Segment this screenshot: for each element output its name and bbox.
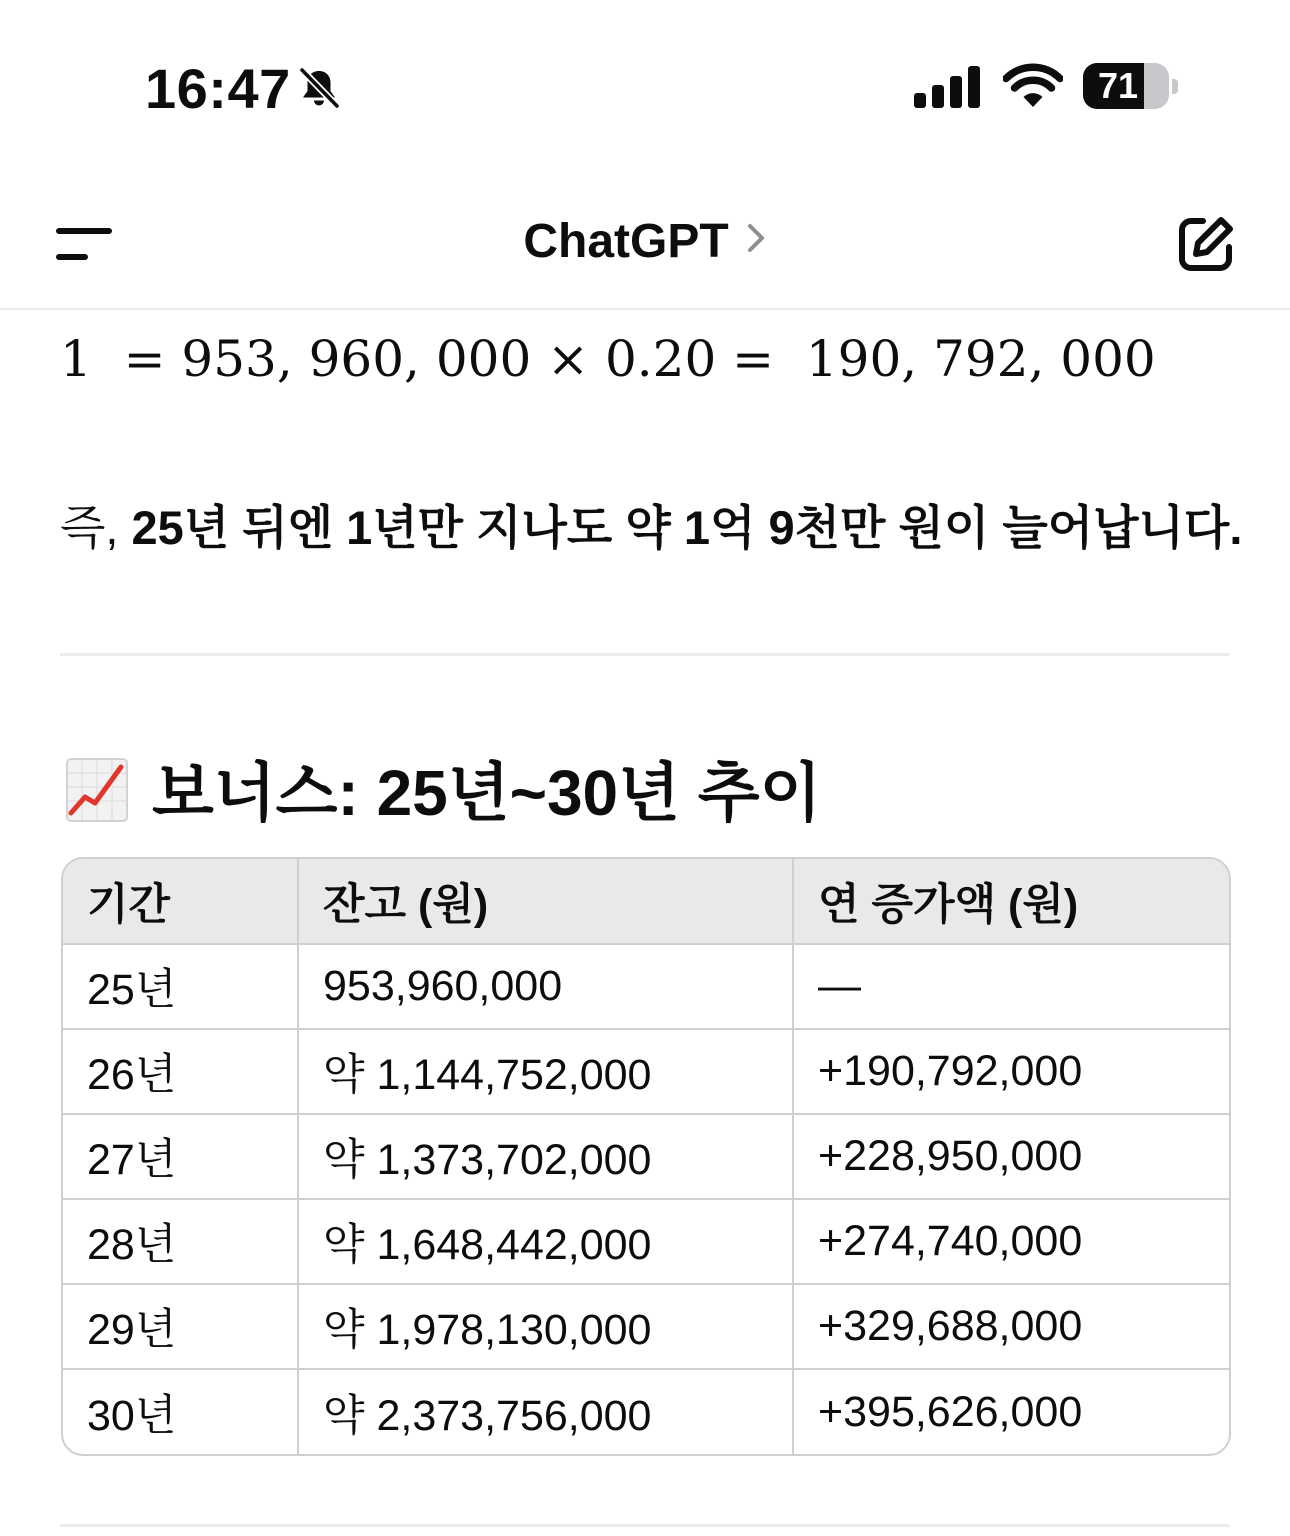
balance-table xyxy=(61,857,1231,1456)
cellular-signal-icon xyxy=(914,66,982,108)
table-row xyxy=(63,944,1229,1029)
table-row xyxy=(63,1284,1229,1369)
status-bar xyxy=(0,0,1290,170)
section-heading xyxy=(66,742,821,834)
table-cell: +274,740,000 xyxy=(793,1199,1229,1284)
table-cell: 25년 xyxy=(63,944,298,1029)
battery-cap xyxy=(1172,79,1178,94)
chart-increasing-emoji-icon xyxy=(66,753,128,823)
model-selector[interactable] xyxy=(0,214,1290,269)
summary-bold-text: 25년 뒤엔 1년만 지나도 약 1억 9천만 원이 늘어납니다. xyxy=(131,501,1243,554)
table-row xyxy=(63,1369,1229,1454)
divider xyxy=(60,1524,1230,1527)
table-cell: +228,950,000 xyxy=(793,1114,1229,1199)
table-header-cell: 연 증가액 (원) xyxy=(793,859,1229,944)
table-cell: 약 1,648,442,000 xyxy=(298,1199,793,1284)
table-cell: +190,792,000 xyxy=(793,1029,1229,1114)
table-cell: 28년 xyxy=(63,1199,298,1284)
nav-title[interactable]: ChatGPT xyxy=(523,215,729,268)
divider xyxy=(60,653,1230,656)
battery-body xyxy=(1083,63,1169,109)
table-cell: — xyxy=(793,944,1229,1029)
table-header-row xyxy=(63,859,1229,944)
table-cell: 30년 xyxy=(63,1369,298,1454)
table-cell: 29년 xyxy=(63,1284,298,1369)
table-row xyxy=(63,1029,1229,1114)
table-cell: +395,626,000 xyxy=(818,1387,1083,1436)
battery-icon xyxy=(1083,63,1179,111)
bell-slash-icon xyxy=(297,66,341,110)
section-heading-text: 보너스: 25년~30년 추이 xyxy=(152,757,822,829)
table-header-cell: 잔고 (원) xyxy=(298,859,793,944)
table-cell: +329,688,000 xyxy=(793,1284,1229,1369)
status-time: 16:47 xyxy=(145,57,291,120)
table-cell: 27년 xyxy=(63,1114,298,1199)
wifi-icon xyxy=(1003,63,1063,109)
nav-bar xyxy=(0,170,1290,310)
table-row xyxy=(63,1114,1229,1199)
table-cell: 약 2,373,756,000 xyxy=(298,1369,793,1454)
table-cell: 26년 xyxy=(63,1029,298,1114)
compose-icon[interactable] xyxy=(1176,214,1236,274)
table-cell: 약 1,144,752,000 xyxy=(298,1029,793,1114)
table-header-cell: 기간 xyxy=(63,859,298,944)
table-row xyxy=(63,1199,1229,1284)
math-equation: 1 = 953, 960, 000 × 0.20 = 190, 792, 000 xyxy=(60,330,1156,388)
table-cell: 약 1,978,130,000 xyxy=(298,1284,793,1369)
battery-level: 71 xyxy=(1097,65,1139,106)
table-cell: 953,960,000 xyxy=(298,944,793,1029)
summary-paragraph xyxy=(60,498,1242,558)
chevron-right-icon[interactable] xyxy=(745,221,767,255)
table-cell: 약 1,373,702,000 xyxy=(298,1114,793,1199)
summary-prefix: 즉, xyxy=(60,501,132,554)
